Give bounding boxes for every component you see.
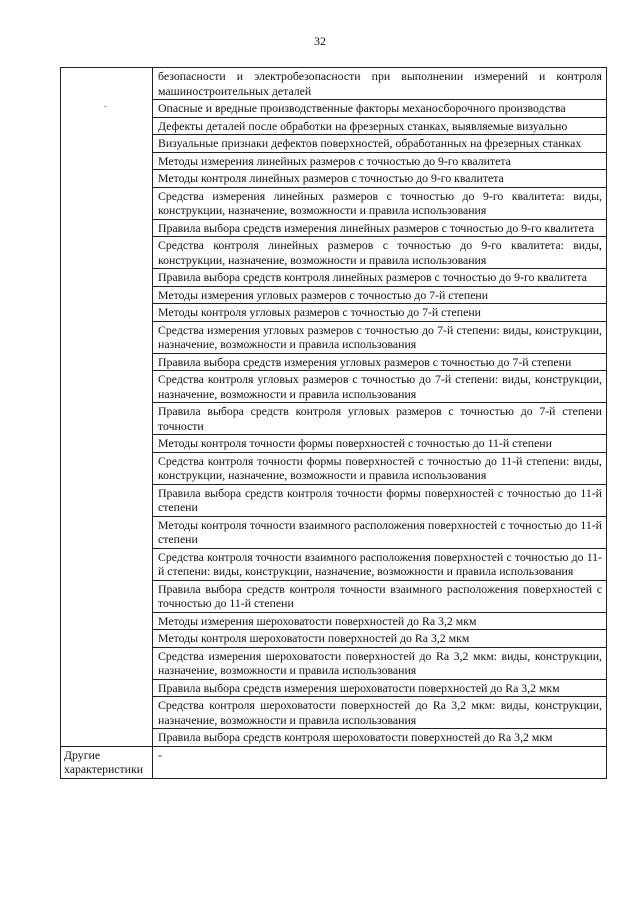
knowledge-item: безопасности и электробезопасности при выполнении измерений и контроля машиностроительных деталей bbox=[153, 68, 607, 100]
knowledge-item: Правила выбора средств контроля шероховатости поверхностей до Ra 3,2 мкм bbox=[153, 729, 607, 747]
knowledge-item: Методы контроля шероховатости поверхностей до Ra 3,2 мкм bbox=[153, 630, 607, 648]
knowledge-item: Методы контроля точности формы поверхностей с точностью до 11-й степени bbox=[153, 435, 607, 453]
knowledge-item: Правила выбора средств контроля точности взаимного расположения поверхностей с точностью до 11-й степени bbox=[153, 580, 607, 612]
table-body bbox=[61, 68, 607, 779]
row-group-label-cell bbox=[61, 68, 153, 747]
knowledge-item: Средства измерения линейных размеров с точностью до 9-го квалитета: виды, конструкции, назначение, возможности и правила использования bbox=[153, 187, 607, 219]
knowledge-item: Правила выбора средств контроля угловых размеров с точностью до 7-й степени точности bbox=[153, 403, 607, 435]
knowledge-item: Средства измерения шероховатости поверхностей до Ra 3,2 мкм: виды, конструкции, назначение, возможности и правила использования bbox=[153, 647, 607, 679]
knowledge-item: Методы контроля угловых размеров с точностью до 7-й степени bbox=[153, 304, 607, 322]
knowledge-item: Методы измерения шероховатости поверхностей до Ra 3,2 мкм bbox=[153, 612, 607, 630]
page-number: 32 bbox=[314, 34, 326, 48]
knowledge-item: Правила выбора средств контроля линейных размеров с точностью до 9-го квалитета bbox=[153, 269, 607, 287]
knowledge-item: Средства контроля точности формы поверхностей с точностью до 11-й степени: виды, конструкции, назначение, возможности и правила использования bbox=[153, 452, 607, 484]
knowledge-table bbox=[60, 67, 607, 779]
other-characteristics-value: - bbox=[153, 746, 607, 778]
knowledge-item: Правила выбора средств измерения шероховатости поверхностей до Ra 3,2 мкм bbox=[153, 679, 607, 697]
knowledge-item: Правила выбора средств измерения угловых размеров с точностью до 7-й степени bbox=[153, 353, 607, 371]
knowledge-item: Средства контроля угловых размеров с точностью до 7-й степени: виды, конструкции, назначение, возможности и правила использования bbox=[153, 371, 607, 403]
knowledge-item: Средства измерения угловых размеров с точностью до 7-й степени: виды, конструкции, назначение, возможности и правила использования bbox=[153, 321, 607, 353]
knowledge-item: Методы контроля точности взаимного расположения поверхностей с точностью до 11-й степени bbox=[153, 516, 607, 548]
knowledge-item: Методы измерения линейных размеров с точностью до 9-го квалитета bbox=[153, 152, 607, 170]
knowledge-item: Методы контроля линейных размеров с точностью до 9-го квалитета bbox=[153, 170, 607, 188]
table-row bbox=[61, 68, 607, 100]
knowledge-item: Средства контроля линейных размеров с точностью до 9-го квалитета: виды, конструкции, назначение, возможности и правила использования bbox=[153, 237, 607, 269]
knowledge-item: Средства контроля точности взаимного расположения поверхностей с точностью до 11-й степени: виды, конструкции, назначение, возможности и правила использования bbox=[153, 548, 607, 580]
knowledge-item: Правила выбора средств измерения линейных размеров с точностью до 9-го квалитета bbox=[153, 219, 607, 237]
knowledge-item: Правила выбора средств контроля точности формы поверхностей с точностью до 11-й степени bbox=[153, 484, 607, 516]
other-characteristics-row bbox=[61, 746, 607, 778]
other-characteristics-label: Другие характеристики bbox=[61, 746, 153, 778]
knowledge-item: Визуальные признаки дефектов поверхностей, обработанных на фрезерных станках bbox=[153, 135, 607, 153]
knowledge-item: Методы измерения угловых размеров с точностью до 7-й степени bbox=[153, 286, 607, 304]
knowledge-item: Дефекты деталей после обработки на фрезерных станках, выявляемые визуально bbox=[153, 117, 607, 135]
stray-mark: . bbox=[104, 99, 107, 109]
knowledge-item: Средства контроля шероховатости поверхностей до Ra 3,2 мкм: виды, конструкции, назначение, возможности и правила использования bbox=[153, 697, 607, 729]
knowledge-item: Опасные и вредные производственные факторы механосборочного производства bbox=[153, 100, 607, 118]
